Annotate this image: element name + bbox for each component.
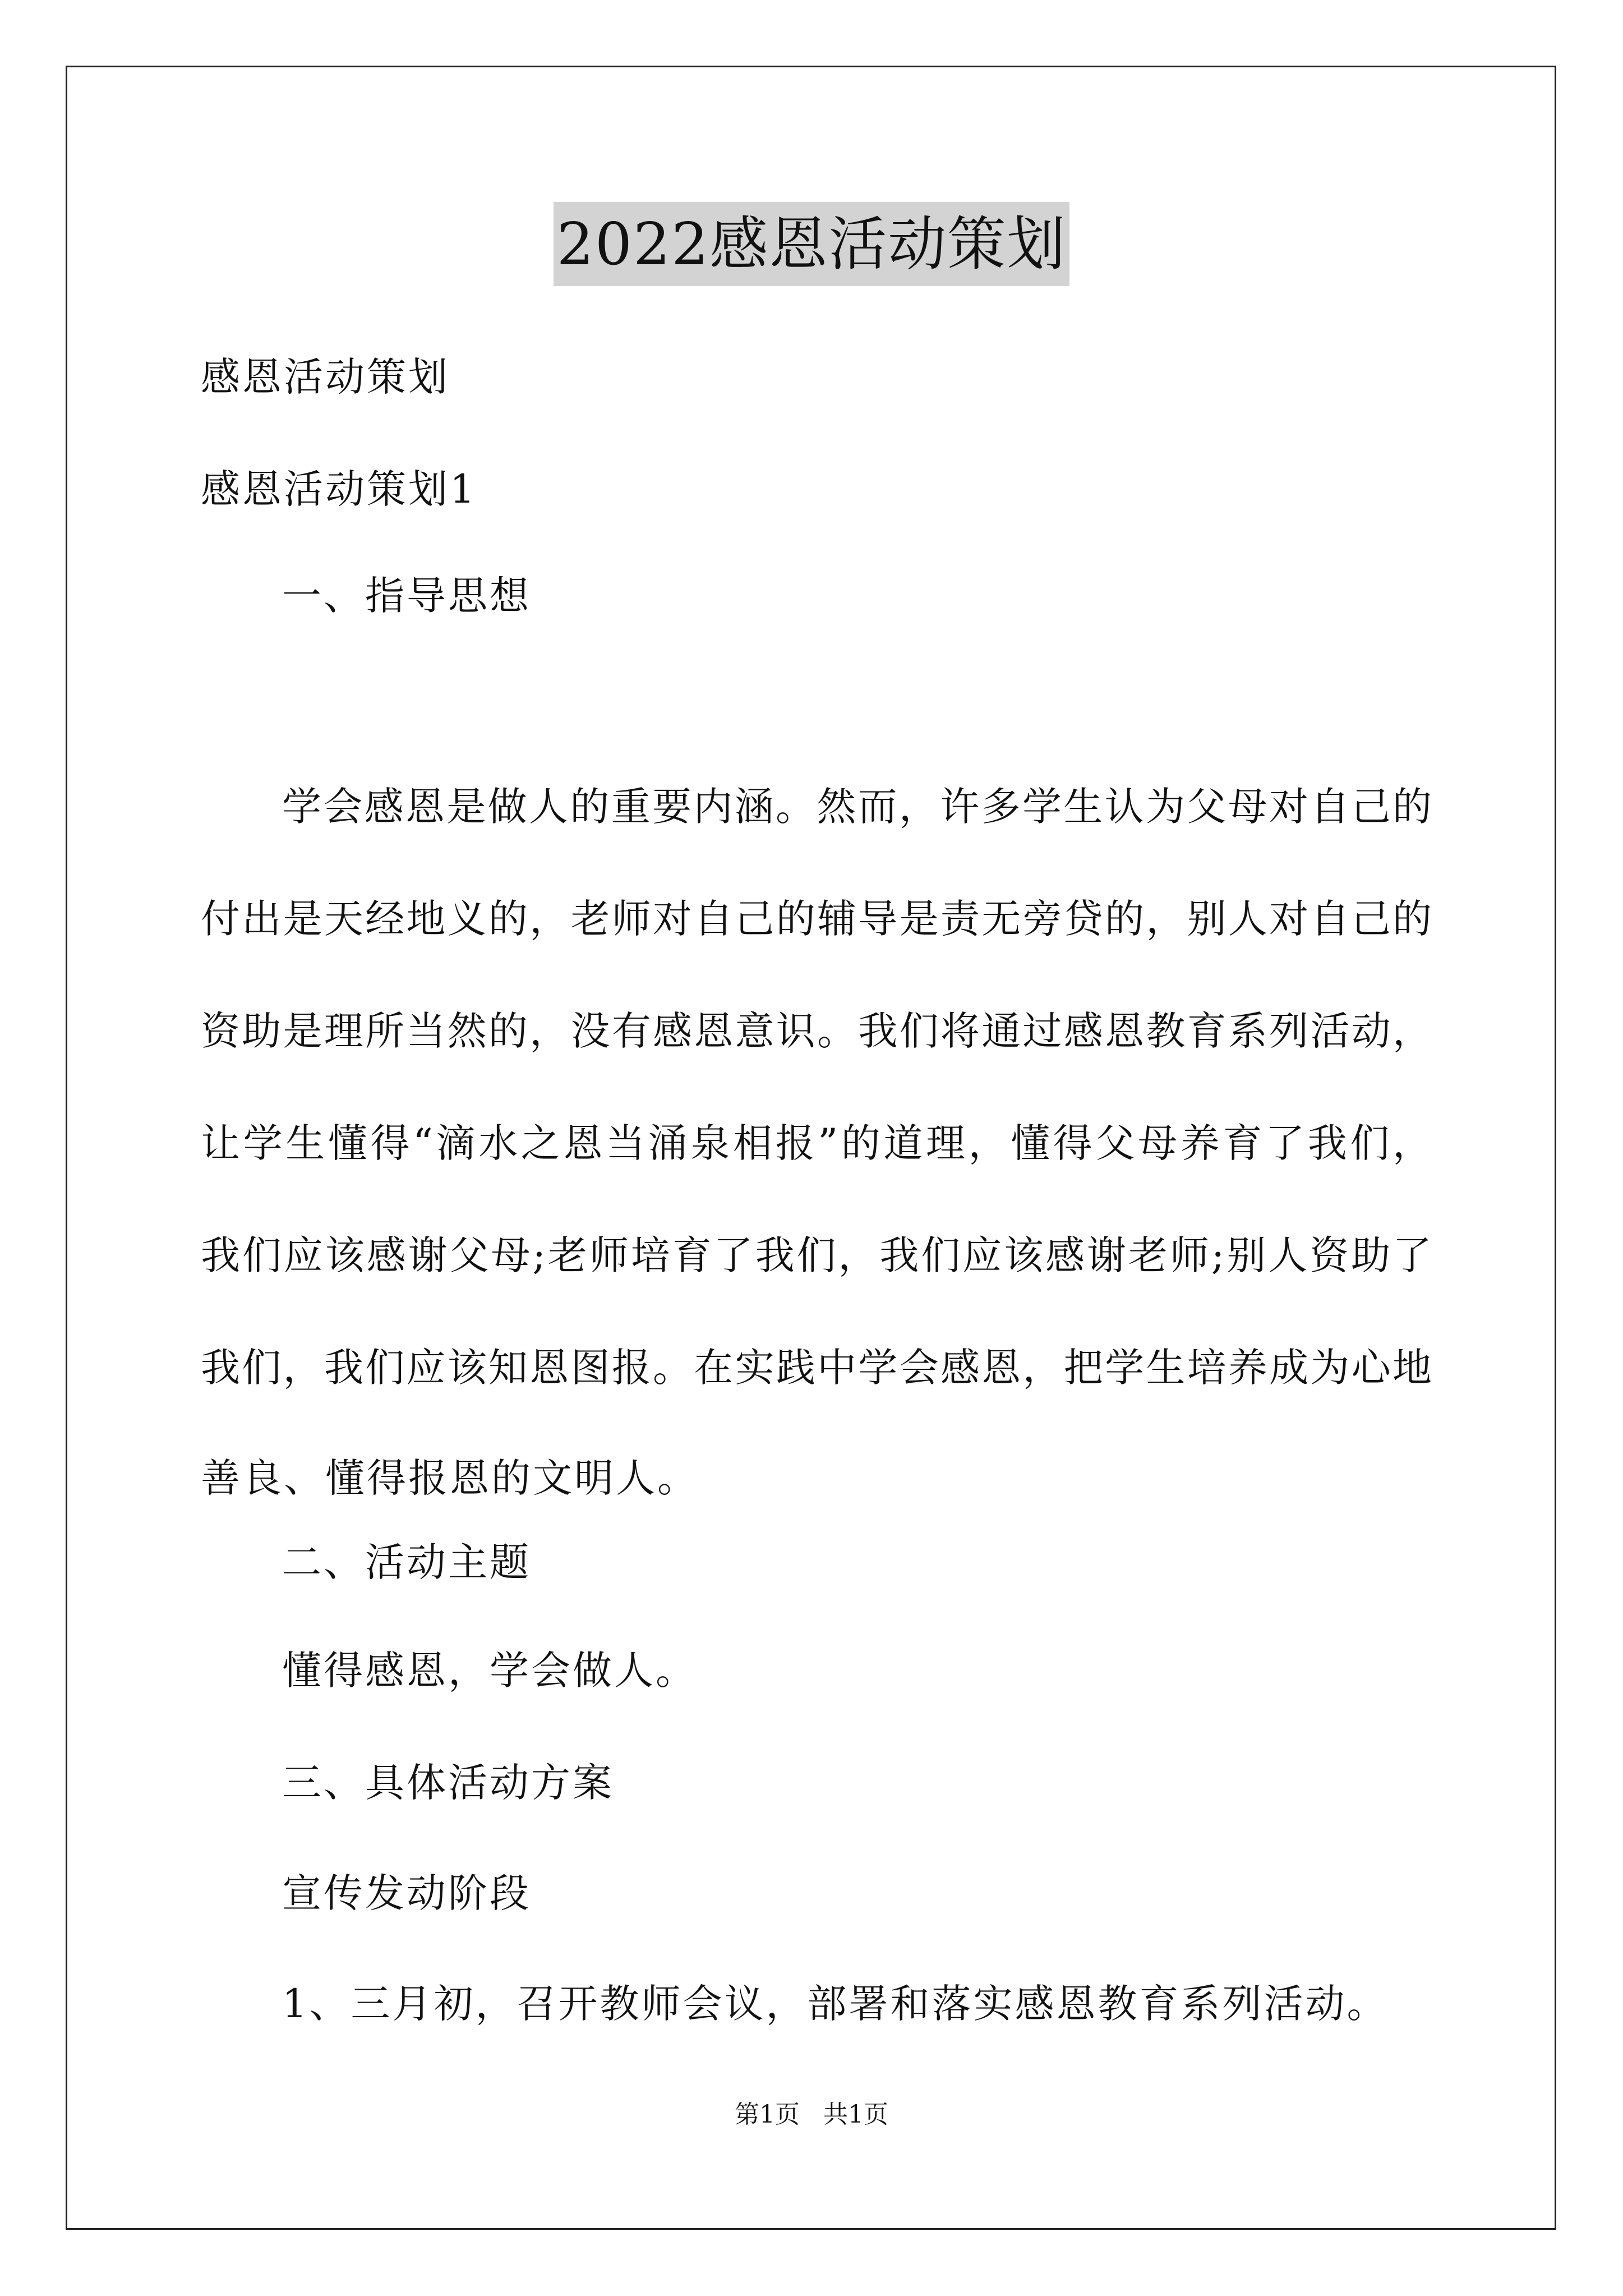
paragraph-line: 付出是天经地义的，老师对自己的辅导是责无旁贷的，别人对自己的 bbox=[201, 896, 1432, 942]
paragraph-line: 资助是理所当然的，没有感恩意识。我们将通过感恩教育系列活动， bbox=[201, 1008, 1432, 1054]
paragraph-line: 我们应该感谢父母;老师培育了我们，我们应该感谢老师;别人资助了 bbox=[201, 1232, 1432, 1278]
paragraph-line: 善良、懂得报恩的文明人。 bbox=[201, 1455, 699, 1501]
paragraph-line: 我们，我们应该知恩图报。在实践中学会感恩，把学生培养成为心地 bbox=[201, 1345, 1432, 1391]
phase-title: 宣传发动阶段 bbox=[282, 1870, 531, 1916]
plan-item: 1、三月初，召开教师会议，部署和落实感恩教育系列活动。 bbox=[282, 1981, 1389, 2027]
document-subtitle: 感恩活动策划 bbox=[201, 354, 450, 400]
heading-activity-plan: 三、具体活动方案 bbox=[282, 1760, 614, 1806]
paragraph-line: 学会感恩是做人的重要内涵。然而，许多学生认为父母对自己的 bbox=[282, 784, 1432, 830]
heading-activity-theme: 二、活动主题 bbox=[282, 1539, 531, 1585]
section-title: 感恩活动策划1 bbox=[201, 466, 477, 512]
document-title: 2022感恩活动策划 bbox=[554, 202, 1070, 286]
paragraph-line: 让学生懂得“滴水之恩当涌泉相报”的道理，懂得父母养育了我们， bbox=[201, 1120, 1432, 1166]
title-container bbox=[0, 202, 1623, 286]
heading-guiding-ideology: 一、指导思想 bbox=[282, 573, 531, 619]
page-footer: 第1页 共1页 bbox=[735, 2100, 888, 2129]
theme-text: 懂得感恩，学会做人。 bbox=[282, 1648, 697, 1694]
